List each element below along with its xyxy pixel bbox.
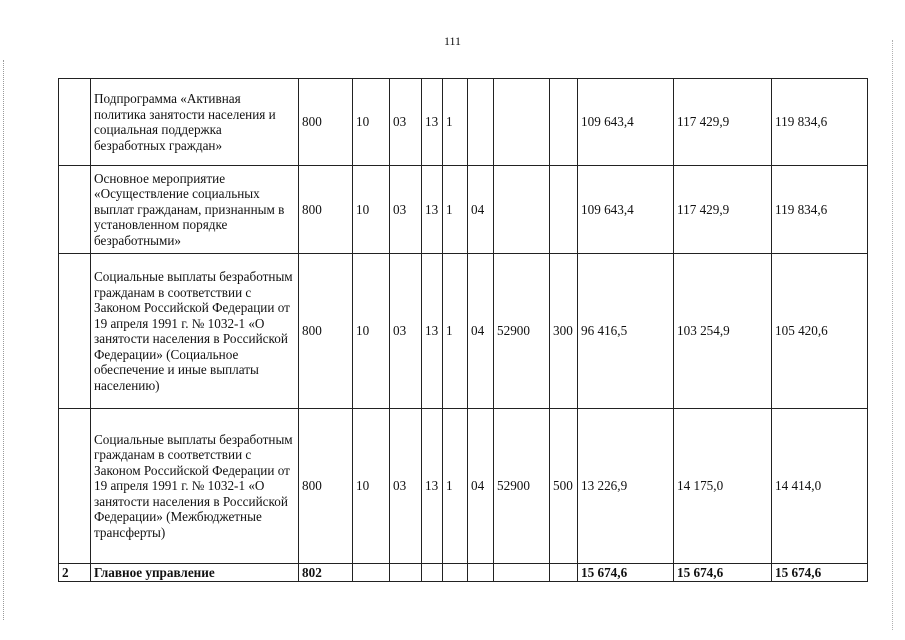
row-name-cell: Главное управление <box>91 564 299 582</box>
subsection-cell: 03 <box>390 254 422 409</box>
section-cell: 10 <box>353 79 390 166</box>
amount-1-cell: 15 674,6 <box>578 564 674 582</box>
amount-1-cell: 96 416,5 <box>578 254 674 409</box>
expense-type-cell <box>550 564 578 582</box>
table-row <box>59 79 868 166</box>
amount-1-cell: 109 643,4 <box>578 79 674 166</box>
table-row <box>59 409 868 564</box>
table-row <box>59 254 868 409</box>
direction-cell <box>494 79 550 166</box>
subprogram-cell: 1 <box>443 166 468 254</box>
amount-2-cell: 15 674,6 <box>674 564 772 582</box>
event-cell: 04 <box>468 254 494 409</box>
program-cell: 13 <box>422 166 443 254</box>
expense-type-cell <box>550 166 578 254</box>
row-index-cell: 2 <box>59 564 91 582</box>
amount-2-cell: 117 429,9 <box>674 166 772 254</box>
row-name-cell: Социальные выплаты безработным гражданам в соответствии с Законом Российской Федерации от 19 апреля 1991 г. № 1032-1 «О занятости населения в Российской Федерации» (Межбюджетные трансферты) <box>91 409 299 564</box>
row-index-cell <box>59 409 91 564</box>
page-number: 111 <box>443 34 462 48</box>
table-row <box>59 166 868 254</box>
amount-1-cell: 13 226,9 <box>578 409 674 564</box>
direction-cell <box>494 166 550 254</box>
section-cell: 10 <box>353 254 390 409</box>
event-cell: 04 <box>468 409 494 564</box>
direction-cell: 52900 <box>494 254 550 409</box>
program-cell <box>422 564 443 582</box>
grbs-cell: 802 <box>299 564 353 582</box>
amount-2-cell: 14 175,0 <box>674 409 772 564</box>
amount-1-cell: 109 643,4 <box>578 166 674 254</box>
amount-3-cell: 15 674,6 <box>772 564 868 582</box>
budget-table <box>58 78 868 582</box>
row-name-cell: Подпрограмма «Активная политика занятости населения и социальная поддержка безработных граждан» <box>91 79 299 166</box>
table-row <box>59 564 868 582</box>
subsection-cell: 03 <box>390 79 422 166</box>
section-cell: 10 <box>353 166 390 254</box>
amount-3-cell: 105 420,6 <box>772 254 868 409</box>
direction-cell: 52900 <box>494 409 550 564</box>
subprogram-cell: 1 <box>443 254 468 409</box>
event-cell <box>468 79 494 166</box>
grbs-cell: 800 <box>299 79 353 166</box>
subsection-cell <box>390 564 422 582</box>
row-index-cell <box>59 79 91 166</box>
row-name-cell: Основное мероприятие «Осуществление социальных выплат гражданам, признанным в установленном порядке безработными» <box>91 166 299 254</box>
amount-3-cell: 119 834,6 <box>772 79 868 166</box>
subsection-cell: 03 <box>390 409 422 564</box>
row-name-cell: Социальные выплаты безработным гражданам в соответствии с Законом Российской Федерации от 19 апреля 1991 г. № 1032-1 «О занятости населения в Российской Федерации» (Социальное обеспечение и иные выплаты населению) <box>91 254 299 409</box>
amount-2-cell: 103 254,9 <box>674 254 772 409</box>
grbs-cell: 800 <box>299 254 353 409</box>
scan-edge-right <box>892 40 894 630</box>
event-cell: 04 <box>468 166 494 254</box>
subprogram-cell: 1 <box>443 79 468 166</box>
row-index-cell <box>59 254 91 409</box>
expense-type-cell <box>550 79 578 166</box>
amount-3-cell: 119 834,6 <box>772 166 868 254</box>
subprogram-cell: 1 <box>443 409 468 564</box>
subsection-cell: 03 <box>390 166 422 254</box>
amount-3-cell: 14 414,0 <box>772 409 868 564</box>
grbs-cell: 800 <box>299 166 353 254</box>
program-cell: 13 <box>422 409 443 564</box>
program-cell: 13 <box>422 79 443 166</box>
event-cell <box>468 564 494 582</box>
section-cell <box>353 564 390 582</box>
row-index-cell <box>59 166 91 254</box>
section-cell: 10 <box>353 409 390 564</box>
expense-type-cell: 300 <box>550 254 578 409</box>
grbs-cell: 800 <box>299 409 353 564</box>
amount-2-cell: 117 429,9 <box>674 79 772 166</box>
subprogram-cell <box>443 564 468 582</box>
expense-type-cell: 500 <box>550 409 578 564</box>
direction-cell <box>494 564 550 582</box>
scan-edge-left <box>3 60 5 620</box>
program-cell: 13 <box>422 254 443 409</box>
